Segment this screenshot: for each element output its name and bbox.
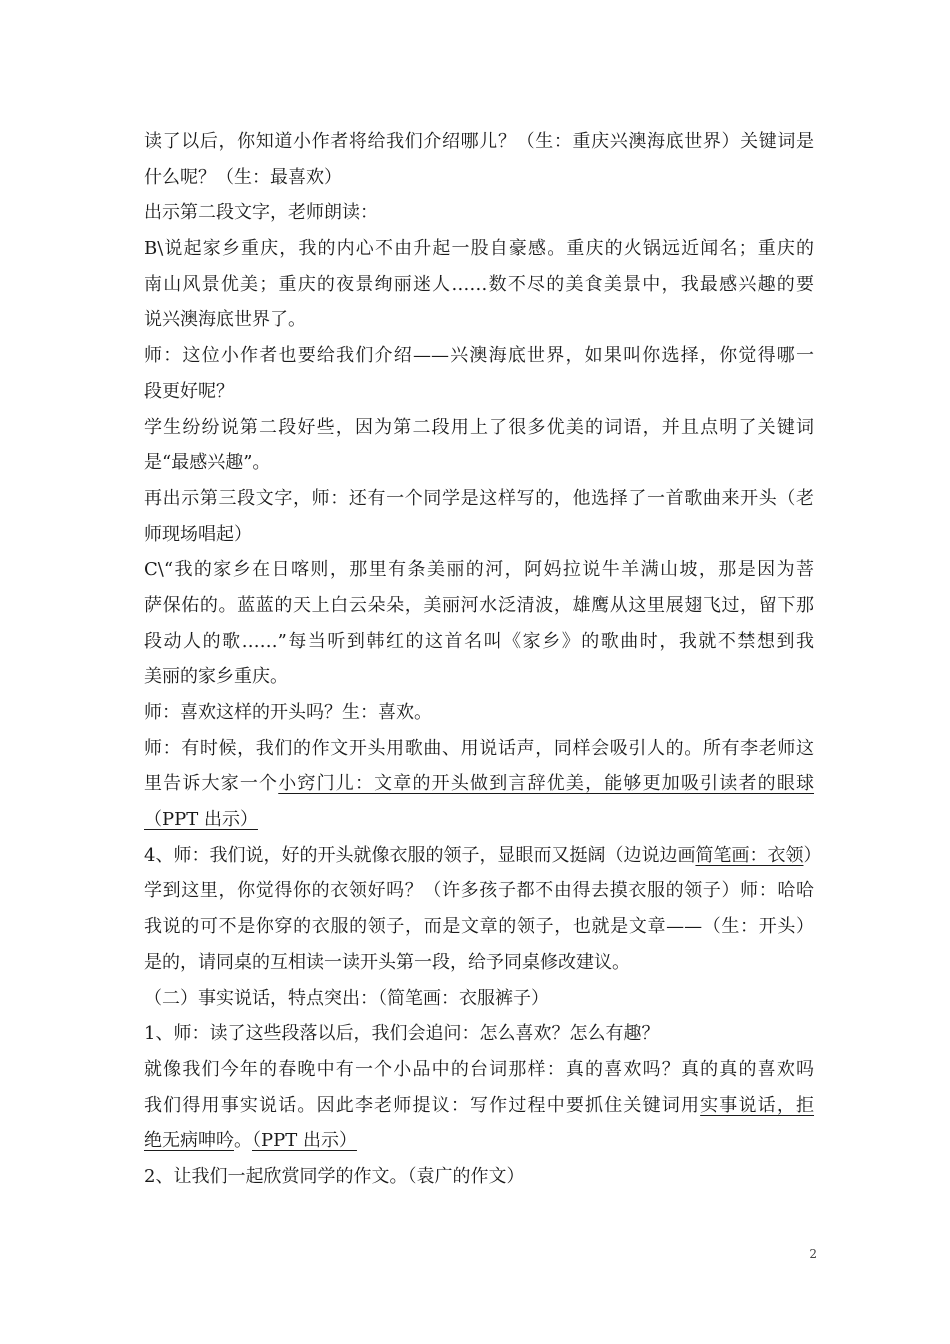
text-run: 段动人的歌……”每当听到韩红的这首名叫《家乡》的歌曲时，我就不禁想到我 [144,630,814,652]
text-line [144,338,814,374]
text-run: 里告诉大家一个 [144,773,279,795]
text-run: 学到这里，你觉得你的衣领好吗？（许多孩子都不由得去摸衣服的领子）师：哈哈 [144,880,814,902]
text-line [144,695,814,731]
text-line [144,445,814,481]
text-run: 什么呢？（生：最喜欢） [144,166,342,188]
text-line [144,1123,814,1159]
text-run: 美丽的家乡重庆。 [144,666,288,688]
text-line [144,838,822,874]
text-line [144,766,814,802]
underlined-text: （PPT 出示） [144,809,258,831]
text-line [144,1159,814,1195]
text-run: 师：这位小作者也要给我们介绍——兴澳海底世界，如果叫你选择，你觉得哪一 [144,345,814,367]
underlined-text: 实事说话，拒 [700,1094,815,1116]
text-line [144,945,814,981]
text-run: 萨保佑的。蓝蓝的天上白云朵朵，美丽河水泛清波，雄鹰从这里展翅飞过，留下那 [144,594,814,616]
text-run: B\说起家乡重庆，我的内心不由升起一股自豪感。重庆的火锅远近闻名；重庆的 [144,238,814,260]
text-run: 南山风景优美；重庆的夜景绚丽迷人……数不尽的美食美景中，我最感兴趣的要 [144,273,814,295]
text-run: 是的，请同桌的互相读一读开头第一段，给予同桌修改建议。 [144,951,630,973]
text-line [144,267,814,303]
text-line [144,160,814,196]
document-body [144,124,822,1195]
text-line [144,124,814,160]
text-run: 就像我们今年的春晚中有一个小品中的台词那样：真的喜欢吗？真的真的喜欢吗 [144,1058,814,1080]
text-run: 我们得用事实说话。因此李老师提议：写作过程中要抓住关键词用 [144,1094,701,1116]
text-run: 我说的可不是你穿的衣服的领子，而是文章的领子，也就是文章——（生：开头） [144,916,814,938]
text-run: 4、师：我们说，好的开头就像衣服的领子，显眼而又挺阔（边说边画 [144,844,696,866]
text-run: 。 [234,1130,252,1152]
text-line [144,231,814,267]
text-run: ） [803,844,822,866]
page-number: 2 [809,1247,817,1261]
text-line [144,195,814,231]
text-line [144,374,814,410]
text-line [144,410,814,446]
underlined-text: 简笔画：衣领 [695,844,804,866]
underlined-text: （PPT 出示） [252,1130,357,1152]
text-run: 出示第二段文字，老师朗读： [144,202,378,224]
text-line [144,302,814,338]
text-line [144,588,814,624]
text-line [144,802,814,838]
text-line [144,1088,814,1124]
text-line [144,731,814,767]
text-run: 再出示第三段文字，师：还有一个同学是这样写的，他选择了一首歌曲来开头（老 [144,487,814,509]
text-run: （二）事实说话，特点突出：（简笔画：衣服裤子） [144,987,549,1009]
text-run: 段更好呢？ [144,380,234,402]
text-run: 读了以后，你知道小作者将给我们介绍哪儿？（生：重庆兴澳海底世界）关键词是 [144,131,814,152]
text-run: C\“我的家乡在日喀则，那里有条美丽的河，阿妈拉说牛羊满山坡，那是因为菩 [144,559,814,581]
text-line [144,552,814,588]
text-line [144,517,814,553]
text-run: 2、让我们一起欣赏同学的作文。（袁广的作文） [144,1165,525,1187]
text-line [144,981,814,1017]
text-run: 说兴澳海底世界了。 [144,309,306,331]
underlined-text: 小窍门儿：文章的开头做到言辞优美，能够更加吸引读者的眼球 [278,773,815,795]
text-line [144,909,814,945]
text-run: 师现场唱起） [144,523,252,545]
text-run: 师：有时候，我们的作文开头用歌曲、用说话声，同样会吸引人的。所有李老师这 [144,737,814,759]
underlined-text: 绝无病呻吟 [144,1130,234,1152]
text-run: 是“最感兴趣”。 [144,452,271,474]
text-line [144,659,814,695]
text-run: 学生纷纷说第二段好些，因为第二段用上了很多优美的词语，并且点明了关键词 [144,416,814,438]
text-line [144,1016,814,1052]
text-line [144,481,814,517]
text-line [144,1052,814,1088]
text-run: 1、师：读了这些段落以后，我们会追问：怎么喜欢？怎么有趣？ [144,1023,660,1045]
text-line [144,873,814,909]
text-run: 师：喜欢这样的开头吗？生：喜欢。 [144,702,432,723]
text-line [144,624,814,660]
